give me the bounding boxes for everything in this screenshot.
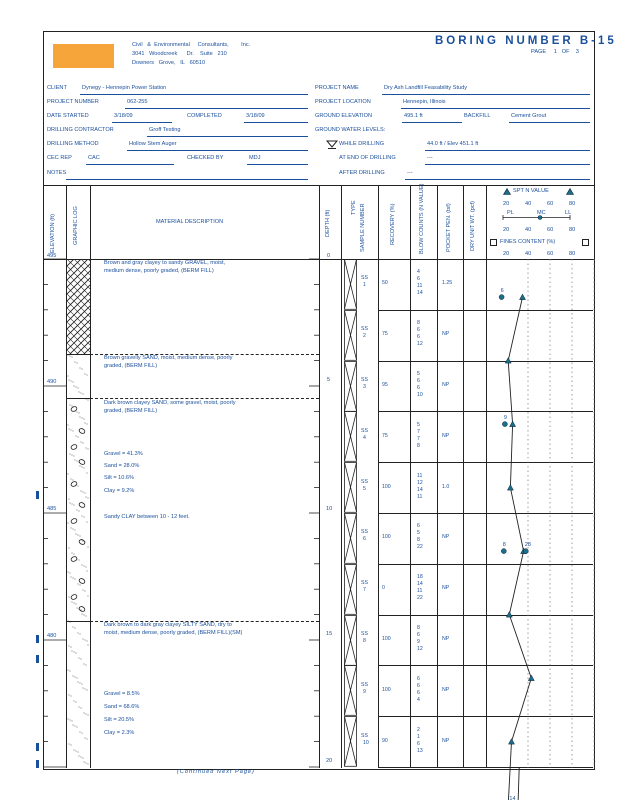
depth-label: 5 [327,377,331,383]
blow-count: 22 [417,595,423,602]
contractor-label: DRILLING CONTRACTOR [47,127,114,133]
water-level-icon [326,140,338,149]
drilling-method-value: Hollow Stem Auger [129,141,177,147]
cec-rep-value: CAC [88,155,100,161]
depth-ticks [309,259,319,768]
elevation-ticks [43,259,67,768]
ground-elevation-label: GROUND ELEVATION [315,113,372,119]
moisture-label: 9 [503,415,507,422]
split-spoon-symbol [344,716,357,767]
spt-marker-icon [503,188,511,195]
spt-point [509,739,515,745]
spt-n-label: SPT N VALUE [513,188,549,194]
fines-tick: 40 [525,251,532,257]
depth-label: 20 [326,758,333,764]
client-value: Dynegy - Hennepin Power Station [82,85,167,91]
continued-footer: (Continued Next Page) [177,769,255,775]
depth-label: 0 [327,253,331,259]
sample-recovery: 100 [382,686,391,693]
sample-recovery: 90 [382,737,388,744]
material-text: Brown gravelly SAND, moist, medium dense, poorly [104,355,233,361]
sample-type: SS [361,427,368,434]
sample-type: SS [361,732,368,739]
end-of-drilling-value: --- [427,155,433,161]
sample-type: SS [361,630,368,637]
company-logo [53,44,114,68]
blow-count: 11 [417,283,423,290]
while-drilling-value: 44.0 ft / Elev 451.1 ft [427,141,479,147]
sample-number-header: SAMPLE NUMBER [360,203,366,252]
blow-count: 6 [417,377,420,384]
blow-count: 2 [417,726,420,733]
sample-type: SS [361,326,368,333]
blow-count: 7 [417,435,420,442]
spt-point [510,421,516,427]
spt-point [505,358,511,364]
margin-mark [36,760,39,768]
blow-count: 8 [417,537,420,544]
elevation-label: 495 [47,253,57,259]
blow-count: 11 [417,493,423,500]
sample-number: 7 [363,587,366,594]
split-spoon-symbol [344,310,357,361]
backfill-label: BACKFILL [464,113,491,119]
spt-tick: 60 [547,201,554,207]
project-location-label: PROJECT LOCATION [315,99,371,105]
blow-count: 8 [417,624,420,631]
atb-tick: 40 [525,227,532,233]
sample-number: 8 [363,637,366,644]
groundwater-levels-label: GROUND WATER LEVELS: [315,127,386,133]
page-indicator: PAGE 1 OF 3 [531,49,579,55]
split-spoon-symbol [344,564,357,615]
type-header: TYPE [351,200,357,215]
material-text: Gravel = 41.3% [104,451,143,457]
material-text: moist, medium dense, poorly graded, (BERM FILL)(SM) [104,630,243,636]
spt-marker-icon [566,188,574,195]
material-description-header: MATERIAL DESCRIPTION [156,219,224,225]
sample-recovery: 95 [382,381,388,388]
sample-recovery: 0 [382,585,385,592]
blow-count: 6 [417,276,420,283]
client-label: CLIENT [47,85,67,91]
sample-recovery: 100 [382,635,391,642]
material-text: Gravel = 8.5% [104,691,140,697]
checked-by-label: CHECKED BY [187,155,224,161]
project-name-value: Dry Ash Landfill Feasability Study [384,85,468,91]
pl-label: PL [507,210,514,216]
material-text: Sand = 68.6% [104,704,140,710]
blow-count: 11 [417,472,423,479]
pocket-pen-value: NP [442,737,450,744]
material-text: medium dense, poorly graded, (BERM FILL) [104,268,214,274]
sample-recovery: 75 [382,432,388,439]
margin-mark [36,491,39,499]
contractor-value: Groff Testing [149,127,181,133]
blow-count: 12 [417,479,423,486]
split-spoon-symbol [344,513,357,564]
split-spoon-symbol [344,462,357,513]
blow-count: 6 [417,334,420,341]
blow-count: 8 [417,442,420,449]
blow-count: 10 [417,391,423,398]
spt-point [528,675,534,681]
blow-count: 14 [417,581,423,588]
date-started-label: DATE STARTED [47,113,89,119]
split-spoon-symbol [344,411,357,462]
blow-count: 8 [417,320,420,327]
completed-label: COMPLETED [187,113,222,119]
spt-chart [486,259,593,800]
elevation-label: 480 [47,633,57,639]
split-spoon-symbol [344,665,357,716]
blow-count: 6 [417,675,420,682]
split-spoon-symbol [344,361,357,412]
moisture-label: 14 [509,796,516,800]
blow-count: 6 [417,740,420,747]
pocket-pen-value: 1.0 [442,483,450,490]
fines-tick: 80 [569,251,576,257]
checked-by-value: MDJ [249,155,261,161]
blow-count: 6 [417,689,420,696]
material-text: Sand = 28.0% [104,463,140,469]
atb-tick: 60 [547,227,554,233]
sample-recovery: 75 [382,331,388,338]
blow-count: 12 [417,645,423,652]
depth-label: 15 [326,631,333,637]
atb-tick: 20 [503,227,510,233]
blow-count: 6 [417,327,420,334]
pocket-pen-value: NP [442,635,450,642]
pocket-pen-value: NP [442,331,450,338]
margin-mark [36,743,39,751]
material-text: Clay = 9.2% [104,488,135,494]
material-text: Dark brown to dark gray clayey SILTY SAND, dry to [104,622,232,628]
sample-type: SS [361,478,368,485]
spt-point [507,485,513,491]
sample-number: 3 [363,383,366,390]
date-started-value: 3/18/09 [114,113,133,119]
blow-count: 1 [417,733,420,740]
project-number-value: 062-255 [127,99,148,105]
moisture-point [523,549,528,554]
depth-label: 10 [326,506,333,512]
after-drilling-label: AFTER DRILLING [339,170,385,176]
atb-tick: 80 [569,227,576,233]
pocket-pen-value: NP [442,534,450,541]
margin-mark [36,655,39,663]
material-text: graded, (BERM FILL) [104,408,158,414]
moisture-point [502,422,507,427]
project-number-label: PROJECT NUMBER [47,99,99,105]
moisture-label: 28 [524,542,531,549]
sample-type: SS [361,275,368,282]
sample-number: 1 [363,282,366,289]
fines-box-icon [490,239,497,246]
moisture-label: 6 [500,288,504,295]
stratum-boundary [90,398,319,399]
blow-count: 14 [417,486,423,493]
ground-elevation-value: 495.1 ft [404,113,423,119]
spt-point [520,294,526,300]
company-address-1: 3041 Woodcreek Dr. Suite 210 [132,51,227,57]
material-text: Dark brown clayey SAND, some gravel, moist, poorly [104,400,236,406]
while-drilling-label: WHILE DRILLING [339,141,385,147]
completed-value: 3/18/09 [246,113,265,119]
recovery-header: RECOVERY (%) [390,203,396,245]
blow-count: 4 [417,696,420,703]
material-text: graded, (BERM FILL) [104,363,158,369]
blow-count: 18 [417,574,423,581]
pocket-pen-value: NP [442,432,450,439]
sample-type: SS [361,580,368,587]
backfill-value: Cement Grout [511,113,547,119]
sample-type: SS [361,529,368,536]
pocket-pen-value: NP [442,686,450,693]
project-location-value: Hennepin, Illinois [403,99,446,105]
sample-number: 2 [363,333,366,340]
mc-label: MC [537,210,546,216]
atterberg-symbol [498,215,578,221]
blow-count: 5 [417,421,420,428]
notes-label: NOTES [47,170,67,176]
graphic-log [67,259,90,768]
pocket-pen-header: POCKET PEN. (tsf) [446,203,452,252]
graphic-log-header: GRAPHIC LOG [73,206,79,245]
blow-counts-header: BLOW COUNTS (N VALUE) [419,183,425,254]
margin-mark [36,635,39,643]
depth-header: DEPTH (ft) [325,209,331,237]
sample-recovery: 100 [382,483,391,490]
blow-count: 9 [417,638,420,645]
blow-count: 6 [417,631,420,638]
spt-tick: 20 [503,201,510,207]
sample-recovery: 100 [382,534,391,541]
blow-count: 22 [417,544,423,551]
sample-number: 5 [363,485,366,492]
spt-tick: 40 [525,201,532,207]
material-text: Sandy CLAY between 10 - 12 feet. [104,514,190,520]
end-of-drilling-label: AT END OF DRILLING [339,155,396,161]
boring-number-title: BORING NUMBER B-15 [435,35,617,47]
blow-count: 5 [417,530,420,537]
company-address-2: Downers Grove, IL 60510 [132,60,206,66]
split-spoon-symbol [344,259,357,310]
cec-rep-label: CEC REP [47,155,72,161]
material-text: Clay = 2.3% [104,730,135,736]
blow-count: 11 [417,588,423,595]
material-text: Silt = 10.6% [104,475,135,481]
project-name-label: PROJECT NAME [315,85,359,91]
moisture-label: 8 [502,542,506,549]
blow-count: 12 [417,341,423,348]
sample-number: 9 [363,688,366,695]
sample-number: 4 [363,434,366,441]
fines-box-icon [582,239,589,246]
pocket-pen-value: NP [442,381,450,388]
blow-count: 6 [417,682,420,689]
material-text: Brown and gray clayey to sandy GRAVEL, moist, [104,260,226,266]
blow-count: 4 [417,269,420,276]
material-text: Silt = 20.5% [104,717,135,723]
sample-type: SS [361,681,368,688]
drilling-method-label: DRILLING METHOD [47,141,99,147]
elevation-label: 490 [47,379,57,385]
fines-tick: 20 [503,251,510,257]
spt-point [506,612,512,618]
fines-content-label: FINES CONTENT (%) [500,239,556,245]
spt-tick: 80 [569,201,576,207]
blow-count: 13 [417,747,423,754]
sample-recovery: 50 [382,280,388,287]
blow-count: 14 [417,290,423,297]
sample-type: SS [361,376,368,383]
fines-tick: 60 [547,251,554,257]
pocket-pen-value: 1.25 [442,280,453,287]
elevation-header: ELEVATION (ft) [50,214,56,253]
elevation-label: 485 [47,506,57,512]
blow-count: 6 [417,523,420,530]
moisture-point [499,295,504,300]
dry-unit-wt-header: DRY UNIT WT. (pcf) [470,200,476,251]
blow-count: 6 [417,384,420,391]
ll-label: LL [565,210,572,216]
split-spoon-symbol [344,615,357,666]
pocket-pen-value: NP [442,585,450,592]
blow-count: 5 [417,370,420,377]
company-name: Civil & Environmental Consultants, Inc. [132,42,251,48]
sample-number: 6 [363,536,366,543]
after-drilling-value: --- [407,170,413,176]
sample-number: 10 [363,739,369,746]
blow-count: 7 [417,428,420,435]
moisture-point [501,549,506,554]
